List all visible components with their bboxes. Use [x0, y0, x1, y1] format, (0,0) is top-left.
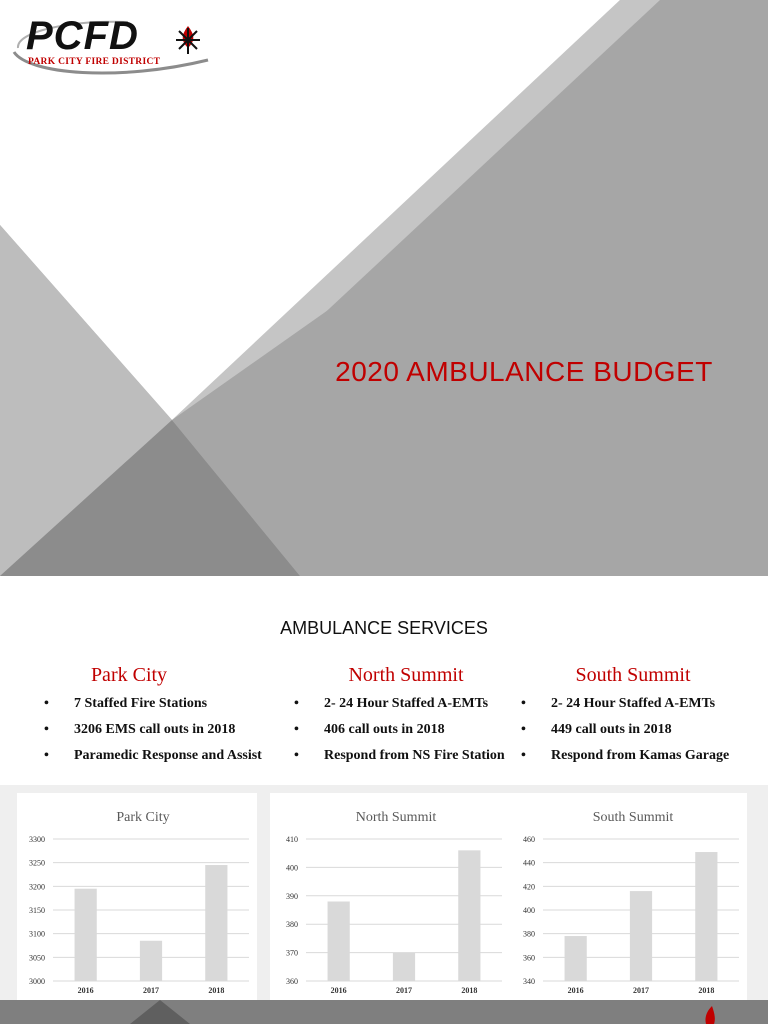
chart-north-summit: [270, 793, 510, 1003]
chart-south-summit: [507, 793, 747, 1003]
column-south-summit: [521, 664, 751, 773]
slide-title: 2020 AMBULANCE BUDGET: [335, 356, 713, 387]
services-slide: [0, 576, 768, 1024]
bullet-glyph: •: [44, 696, 49, 711]
x-tick-label: 2017: [633, 986, 649, 995]
bar: [140, 941, 162, 981]
y-tick-label: 3100: [29, 929, 45, 939]
bar: [695, 852, 717, 981]
bullet-glyph: •: [521, 722, 526, 737]
services-heading: AMBULANCE SERVICES: [280, 618, 488, 638]
bar: [630, 891, 652, 981]
logo-subline: PARK CITY FIRE DISTRICT: [28, 57, 161, 67]
list-item: • 2- 24 Hour Staffed A-EMTs: [294, 696, 489, 711]
column-title: Park City: [90, 664, 168, 686]
y-tick-label: 3250: [29, 858, 45, 868]
chart-title: South Summit: [592, 810, 674, 825]
list-item: • 7 Staffed Fire Stations: [44, 696, 208, 711]
bullet-glyph: •: [521, 696, 526, 711]
column-north-summit: [294, 664, 528, 773]
list-item: • Respond from Kamas Garage: [521, 748, 730, 763]
bar: [458, 850, 480, 981]
y-tick-label: 340: [523, 977, 535, 986]
y-tick-label: 3200: [29, 882, 45, 892]
y-tick-label: 3300: [29, 835, 45, 844]
y-tick-label: 360: [523, 953, 535, 963]
y-tick-label: 3150: [29, 906, 45, 915]
y-tick-label: 3050: [29, 953, 45, 963]
column-park-city: [44, 664, 274, 773]
bar: [205, 865, 227, 981]
chart-park-city: [17, 793, 257, 1003]
x-tick-label: 2018: [461, 986, 478, 995]
y-tick-label: 370: [286, 948, 298, 958]
chart-title: Park City: [116, 810, 170, 825]
chart-title: North Summit: [355, 810, 437, 825]
bullet-glyph: •: [294, 696, 299, 711]
bullet-glyph: •: [44, 748, 49, 763]
chart-svg: [17, 793, 257, 1003]
y-tick-label: 380: [523, 929, 535, 939]
bullet-list: [44, 695, 274, 765]
y-tick-label: 390: [286, 891, 298, 901]
list-item: • 3206 EMS call outs in 2018: [44, 722, 236, 737]
list-item: • 2- 24 Hour Staffed A-EMTs: [521, 696, 716, 711]
bullet-glyph: •: [294, 748, 299, 763]
bar: [75, 889, 97, 981]
bottom-strip: [0, 1000, 768, 1024]
logo-wordmark: PCFD: [26, 14, 139, 58]
x-tick-label: 2018: [208, 986, 225, 995]
chart-svg: [507, 793, 747, 1003]
column-title: South Summit: [575, 664, 691, 686]
bullet-glyph: •: [521, 748, 526, 763]
list-item: • 449 call outs in 2018: [521, 722, 672, 737]
y-tick-label: 400: [523, 906, 535, 915]
x-tick-label: 2016: [567, 986, 584, 995]
list-item: • Respond from NS Fire Station: [294, 748, 505, 763]
x-tick-label: 2018: [698, 986, 715, 995]
bar: [565, 936, 587, 981]
column-title: North Summit: [348, 664, 464, 686]
y-tick-label: 420: [523, 882, 535, 892]
bullet-glyph: •: [294, 722, 299, 737]
flame-icon: [705, 1006, 714, 1024]
x-tick-label: 2017: [143, 986, 159, 995]
y-tick-label: 400: [286, 863, 298, 873]
bar: [328, 901, 350, 981]
bullet-list: [521, 695, 751, 765]
y-tick-label: 410: [286, 835, 298, 844]
y-tick-label: 380: [286, 920, 298, 930]
y-tick-label: 460: [523, 835, 535, 844]
bar: [393, 953, 415, 981]
y-tick-label: 360: [286, 977, 298, 986]
bottom-strip-shapes: [0, 1000, 768, 1024]
y-tick-label: 440: [523, 858, 535, 868]
pcfd-logo: [8, 12, 214, 82]
list-item: • Paramedic Response and Assist: [44, 748, 262, 763]
x-tick-label: 2017: [396, 986, 412, 995]
bullet-glyph: •: [44, 722, 49, 737]
x-tick-label: 2016: [330, 986, 347, 995]
y-tick-label: 3000: [29, 977, 45, 986]
chart-svg: [270, 793, 510, 1003]
list-item: • 406 call outs in 2018: [294, 722, 445, 737]
bullet-list: [294, 695, 528, 765]
fire-snowflake-icon: [176, 26, 200, 54]
x-tick-label: 2016: [77, 986, 94, 995]
